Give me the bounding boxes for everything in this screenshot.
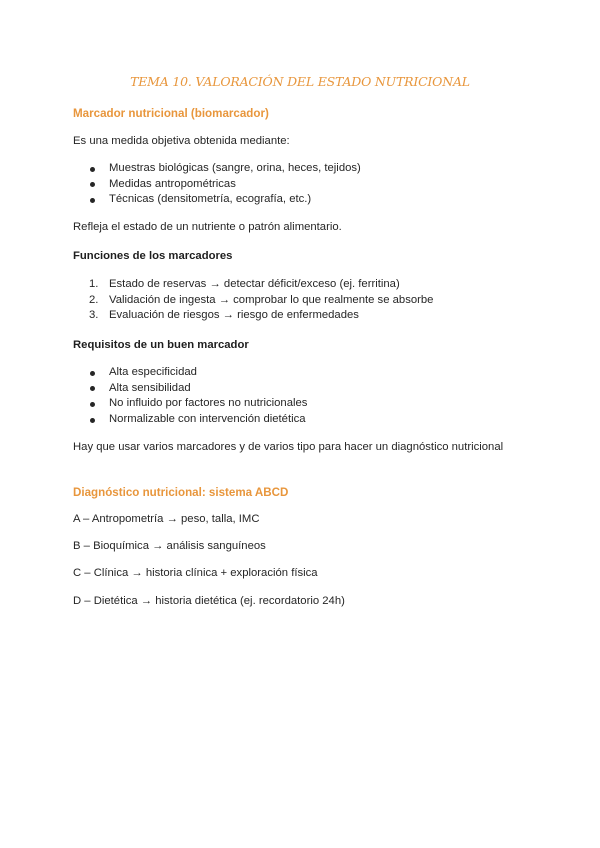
list-item: 2. Validación de ingesta → comprobar lo que realmente se absorbe: [89, 293, 434, 306]
section3-bullet-list: [73, 365, 528, 428]
list-item: Muestras biológicas (sangre, orina, heces, tejidos): [73, 161, 528, 177]
list-item: Técnicas (densitometría, ecografía, etc.): [73, 192, 528, 208]
section2-numbered-list: [73, 277, 528, 324]
bullet-icon: [90, 371, 95, 376]
list-item: Normalizable con intervención dietética: [73, 412, 528, 428]
bullet-icon: [90, 167, 95, 172]
abcd-line-d: D – Dietética → historia dietética (ej. recordatorio 24h): [73, 595, 345, 607]
page-title: TEMA 10. VALORACIÓN DEL ESTADO NUTRICIONAL: [130, 74, 470, 89]
list-item: No influido por factores no nutricionales: [73, 396, 528, 412]
bullet-icon: [90, 418, 95, 423]
section-heading-funciones: Funciones de los marcadores: [73, 250, 233, 262]
section-heading-biomarcador: Marcador nutricional (biomarcador): [73, 107, 269, 120]
section1-intro: Es una medida objetiva obtenida mediante:: [73, 135, 290, 147]
section1-bullet-list: [73, 161, 528, 208]
list-item: Alta sensibilidad: [73, 381, 528, 397]
abcd-line-c: C – Clínica → historia clínica + exploración física: [73, 567, 318, 579]
bullet-icon: [90, 386, 95, 391]
section1-outro: Refleja el estado de un nutriente o patrón alimentario.: [73, 221, 342, 233]
list-item: 1. Estado de reservas → detectar déficit/exceso (ej. ferritina): [89, 278, 400, 290]
list-item: Medidas antropométricas: [73, 177, 528, 193]
abcd-line-b: B – Bioquímica → análisis sanguíneos: [73, 540, 266, 552]
list-item: 3. Evaluación de riesgos → riesgo de enfermedades: [89, 309, 359, 322]
bullet-icon: [90, 198, 95, 203]
list-item: Alta especificidad: [73, 365, 528, 381]
section-heading-abcd: Diagnóstico nutricional: sistema ABCD: [73, 486, 289, 499]
abcd-line-a: A – Antropometría → peso, talla, IMC: [73, 513, 260, 525]
bullet-icon: [90, 402, 95, 407]
bullet-icon: [90, 182, 95, 187]
section-heading-requisitos: Requisitos de un buen marcador: [73, 339, 249, 351]
section3-note: Hay que usar varios marcadores y de varios tipo para hacer un diagnóstico nutricional: [73, 441, 504, 453]
